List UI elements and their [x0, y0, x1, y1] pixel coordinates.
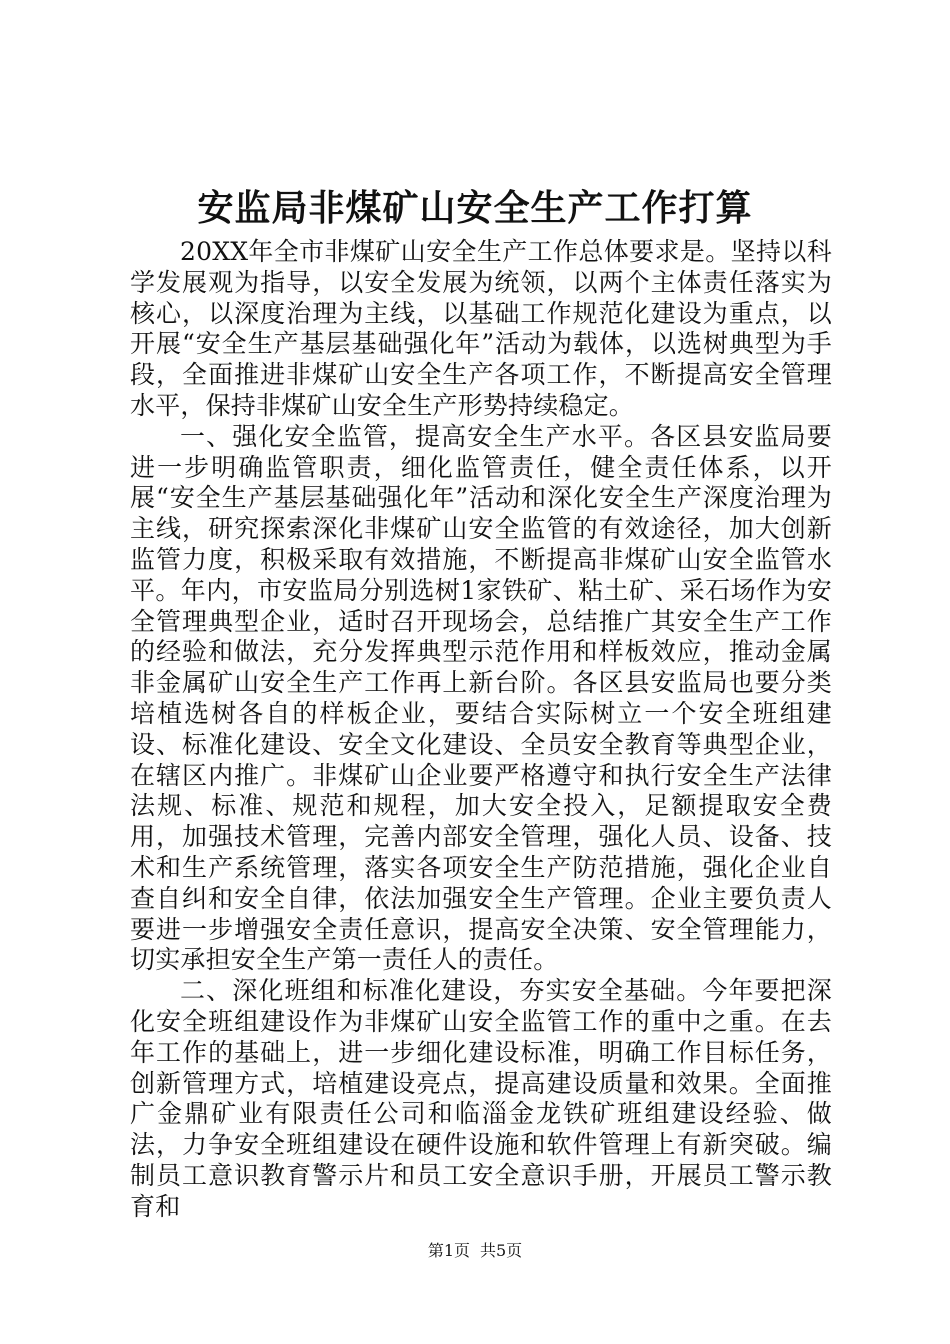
document-title: 安监局非煤矿山安全生产工作打算: [197, 187, 753, 229]
paragraph-section-1: 一、强化安全监管，提高安全生产水平。各区县安监局要进一步明确监管职责，细化监管责任，健全责任体系，以开展“安全生产基层基础强化年”活动和深化安全生产深度治理为主线，研究探索深化非煤矿山安全监管的有效途径，加大创新监管力度，积极采取有效措施，不断提高非煤矿山安全监管水平。年内，市安监局分别选树1家铁矿、粘土矿、采石场作为安全管理典型企业，适时召开现场会，总结推广其安全生产工作的经验和做法，充分发挥典型示范作用和样板效应，推动金属非金属矿山安全生产工作再上新台阶。各区县安监局也要分类培植选树各自的样板企业，要结合实际树立一个安全班组建设、标准化建设、安全文化建设、全员安全教育等典型企业，在辖区内推广。非煤矿山企业要严格遵守和执行安全生产法律法规、标准、规范和规程，加大安全投入，足额提取安全费用，加强技术管理，完善内部安全管理，强化人员、设备、技术和生产系统管理，落实各项安全生产防范措施，强化企业自查自纠和安全自律，依法加强安全生产管理。企业主要负责人要进一步增强安全责任意识，提高安全决策、安全管理能力，切实承担安全生产第一责任人的责任。: [130, 421, 832, 975]
page-number: 第1页: [427, 1241, 470, 1260]
paragraph-intro: 20XX年全市非煤矿山安全生产工作总体要求是。坚持以科学发展观为指导，以安全发展为统领，以两个主体责任落实为核心，以深度治理为主线，以基础工作规范化建设为重点，以开展“安全生产基层基础强化年”活动为载体，以选树典型为手段，全面推进非煤矿山安全生产各项工作，不断提高安全管理水平，保持非煤矿山安全生产形势持续稳定。: [130, 237, 832, 420]
paragraph-section-2: 二、深化班组和标准化建设，夯实安全基础。今年要把深化安全班组建设作为非煤矿山安全监管工作的重中之重。在去年工作的基础上，进一步细化建设标准，明确工作目标任务，创新管理方式，培植建设亮点，提高建设质量和效果。全面推广金鼎矿业有限责任公司和临淄金龙铁矿班组建设经验、做法，力争安全班组建设在硬件设施和软件管理上有新突破。编制员工意识教育警示片和员工安全意识手册，开展员工警示教育和: [130, 976, 832, 1221]
page-total: 共5页: [480, 1241, 523, 1260]
document-body: [130, 237, 832, 1223]
page-footer: [0, 1241, 950, 1261]
